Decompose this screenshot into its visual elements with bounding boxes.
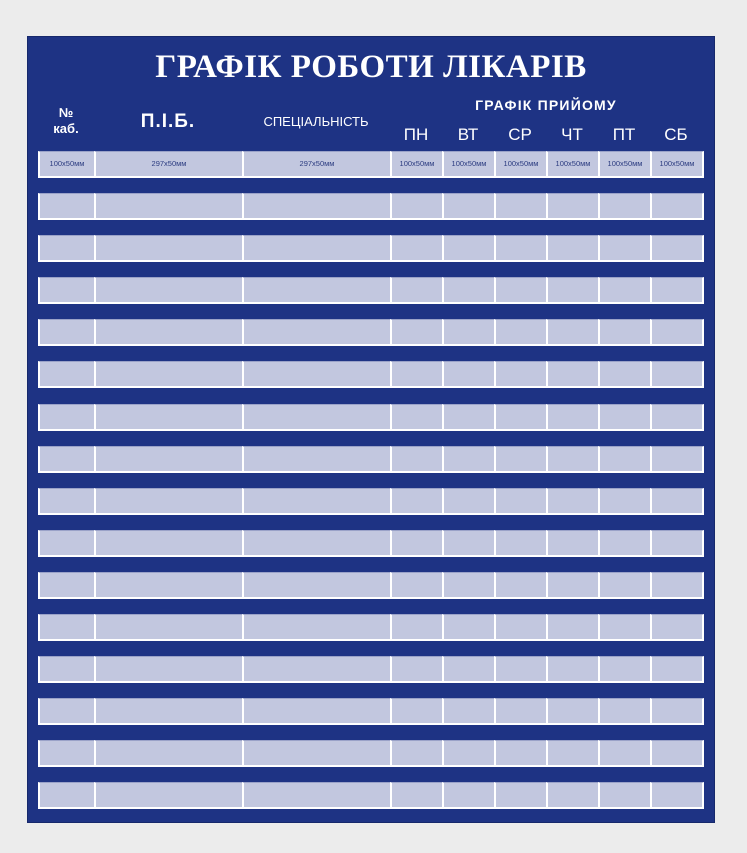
pocket-saturday: [650, 656, 704, 683]
pocket-thursday: [546, 488, 598, 515]
pocket-tuesday: [442, 614, 494, 641]
pocket-wednesday: [494, 782, 546, 809]
pocket-friday: [598, 319, 650, 346]
pocket-saturday: [650, 404, 704, 431]
size-label: 100х50мм: [399, 159, 435, 168]
header-specialty: СПЕЦІАЛЬНІСТЬ: [263, 114, 369, 129]
pocket-cabinet: [38, 404, 94, 431]
day-monday: ПН: [403, 125, 429, 144]
pocket-specialty: [242, 698, 390, 725]
pocket-cabinet: [38, 151, 94, 178]
pocket-name: [94, 782, 242, 809]
pocket-cabinet: [38, 740, 94, 767]
pocket-friday: [598, 361, 650, 388]
pocket-friday: [598, 193, 650, 220]
pocket-wednesday: [494, 319, 546, 346]
pocket-tuesday: [442, 193, 494, 220]
pocket-name: [94, 488, 242, 515]
day-friday: ПТ: [612, 125, 636, 144]
pocket-monday: [390, 151, 442, 178]
pocket-specialty: [242, 614, 390, 641]
pocket-thursday: [546, 151, 598, 178]
pocket-monday: [390, 614, 442, 641]
pocket-monday: [390, 740, 442, 767]
pocket-monday: [390, 404, 442, 431]
pocket-row: [38, 740, 704, 767]
pocket-thursday: [546, 614, 598, 641]
pocket-thursday: [546, 782, 598, 809]
size-label: 100х50мм: [659, 159, 695, 168]
pocket-cabinet: [38, 572, 94, 599]
pocket-friday: [598, 488, 650, 515]
pocket-wednesday: [494, 488, 546, 515]
pocket-monday: [390, 361, 442, 388]
pocket-saturday: [650, 530, 704, 557]
header-cabinet-label: № каб.: [53, 105, 79, 136]
pocket-cabinet: [38, 319, 94, 346]
pocket-cabinet: [38, 530, 94, 557]
pocket-tuesday: [442, 404, 494, 431]
pocket-wednesday: [494, 404, 546, 431]
pocket-specialty: [242, 151, 390, 178]
pocket-specialty: [242, 235, 390, 262]
pocket-monday: [390, 446, 442, 473]
pocket-friday: [598, 614, 650, 641]
pocket-name: [94, 446, 242, 473]
pocket-wednesday: [494, 530, 546, 557]
pocket-thursday: [546, 740, 598, 767]
pocket-tuesday: [442, 530, 494, 557]
header-cabinet-number: [38, 105, 94, 137]
pocket-wednesday: [494, 361, 546, 388]
pocket-saturday: [650, 488, 704, 515]
pocket-row: [38, 446, 704, 473]
schedule-board: [27, 36, 715, 823]
pocket-name: [94, 530, 242, 557]
pocket-tuesday: [442, 319, 494, 346]
pocket-monday: [390, 319, 442, 346]
pocket-cabinet: [38, 698, 94, 725]
pocket-friday: [598, 656, 650, 683]
pocket-tuesday: [442, 361, 494, 388]
pocket-monday: [390, 488, 442, 515]
pocket-row: [38, 614, 704, 641]
pocket-specialty: [242, 193, 390, 220]
pocket-thursday: [546, 235, 598, 262]
pocket-cabinet: [38, 446, 94, 473]
pocket-monday: [390, 698, 442, 725]
pocket-cabinet: [38, 361, 94, 388]
pocket-saturday: [650, 361, 704, 388]
header-reception-schedule: ГРАФІК ПРИЙОМУ: [475, 97, 617, 113]
pocket-name: [94, 404, 242, 431]
pocket-cabinet: [38, 614, 94, 641]
pocket-monday: [390, 782, 442, 809]
pocket-friday: [598, 277, 650, 304]
pocket-friday: [598, 698, 650, 725]
pocket-row: [38, 488, 704, 515]
size-label: 100х50мм: [607, 159, 643, 168]
pocket-tuesday: [442, 572, 494, 599]
pocket-name: [94, 151, 242, 178]
pocket-tuesday: [442, 488, 494, 515]
pocket-row: [38, 698, 704, 725]
pocket-monday: [390, 235, 442, 262]
pocket-row: [38, 235, 704, 262]
pocket-monday: [390, 656, 442, 683]
pocket-thursday: [546, 361, 598, 388]
pocket-wednesday: [494, 151, 546, 178]
pocket-saturday: [650, 782, 704, 809]
day-tuesday: ВТ: [457, 125, 479, 144]
pocket-cabinet: [38, 656, 94, 683]
pocket-monday: [390, 193, 442, 220]
pocket-specialty: [242, 319, 390, 346]
pocket-tuesday: [442, 740, 494, 767]
pocket-tuesday: [442, 698, 494, 725]
pocket-thursday: [546, 530, 598, 557]
pocket-tuesday: [442, 277, 494, 304]
pocket-specialty: [242, 488, 390, 515]
size-label: 297х50мм: [299, 159, 335, 168]
pocket-name: [94, 277, 242, 304]
pocket-name: [94, 319, 242, 346]
pocket-thursday: [546, 277, 598, 304]
pocket-friday: [598, 782, 650, 809]
pocket-wednesday: [494, 740, 546, 767]
pocket-name: [94, 235, 242, 262]
pocket-cabinet: [38, 277, 94, 304]
pocket-thursday: [546, 446, 598, 473]
pocket-row: [38, 572, 704, 599]
pocket-name: [94, 193, 242, 220]
pocket-specialty: [242, 572, 390, 599]
pocket-saturday: [650, 740, 704, 767]
size-label: 297х50мм: [151, 159, 187, 168]
pocket-cabinet: [38, 782, 94, 809]
pocket-tuesday: [442, 782, 494, 809]
pocket-friday: [598, 235, 650, 262]
pocket-wednesday: [494, 614, 546, 641]
pocket-thursday: [546, 572, 598, 599]
pocket-thursday: [546, 319, 598, 346]
pocket-friday: [598, 740, 650, 767]
pocket-name: [94, 656, 242, 683]
pocket-thursday: [546, 193, 598, 220]
pocket-thursday: [546, 656, 598, 683]
header-full-name: П.І.Б.: [140, 111, 196, 132]
pocket-monday: [390, 277, 442, 304]
pocket-name: [94, 698, 242, 725]
pocket-friday: [598, 404, 650, 431]
pocket-specialty: [242, 446, 390, 473]
pocket-name: [94, 572, 242, 599]
pocket-saturday: [650, 698, 704, 725]
pocket-saturday: [650, 614, 704, 641]
pocket-wednesday: [494, 698, 546, 725]
pocket-wednesday: [494, 193, 546, 220]
pocket-wednesday: [494, 572, 546, 599]
pocket-row: [38, 319, 704, 346]
pocket-specialty: [242, 530, 390, 557]
pocket-cabinet: [38, 193, 94, 220]
pocket-monday: [390, 530, 442, 557]
pocket-saturday: [650, 277, 704, 304]
pocket-tuesday: [442, 235, 494, 262]
pocket-saturday: [650, 446, 704, 473]
pocket-thursday: [546, 698, 598, 725]
pocket-row: [38, 404, 704, 431]
pocket-cabinet: [38, 235, 94, 262]
pocket-specialty: [242, 361, 390, 388]
pocket-specialty: [242, 782, 390, 809]
size-label: 100х50мм: [555, 159, 591, 168]
board-title: ГРАФІК РОБОТИ ЛІКАРІВ: [155, 49, 587, 85]
pocket-cabinet: [38, 488, 94, 515]
size-label-row: [38, 151, 704, 178]
size-label: 100х50мм: [503, 159, 539, 168]
pocket-friday: [598, 530, 650, 557]
pocket-saturday: [650, 572, 704, 599]
size-label: 100х50мм: [451, 159, 487, 168]
pocket-saturday: [650, 319, 704, 346]
pocket-wednesday: [494, 446, 546, 473]
pocket-saturday: [650, 235, 704, 262]
day-saturday: СБ: [664, 125, 688, 144]
day-thursday: ЧТ: [561, 125, 583, 144]
pocket-friday: [598, 572, 650, 599]
pocket-wednesday: [494, 656, 546, 683]
pocket-name: [94, 361, 242, 388]
day-wednesday: СР: [508, 125, 532, 144]
pocket-specialty: [242, 740, 390, 767]
pocket-name: [94, 614, 242, 641]
pocket-monday: [390, 572, 442, 599]
pocket-friday: [598, 446, 650, 473]
pocket-row: [38, 277, 704, 304]
pocket-wednesday: [494, 277, 546, 304]
size-label: 100х50мм: [49, 159, 85, 168]
pocket-thursday: [546, 404, 598, 431]
pocket-wednesday: [494, 235, 546, 262]
pocket-row: [38, 782, 704, 809]
pocket-friday: [598, 151, 650, 178]
pocket-row: [38, 193, 704, 220]
pocket-saturday: [650, 151, 704, 178]
pocket-row: [38, 656, 704, 683]
pocket-specialty: [242, 656, 390, 683]
pocket-row: [38, 361, 704, 388]
pocket-tuesday: [442, 446, 494, 473]
pocket-specialty: [242, 404, 390, 431]
pocket-name: [94, 740, 242, 767]
pocket-tuesday: [442, 151, 494, 178]
pocket-specialty: [242, 277, 390, 304]
pocket-saturday: [650, 193, 704, 220]
pocket-tuesday: [442, 656, 494, 683]
pocket-row: [38, 530, 704, 557]
